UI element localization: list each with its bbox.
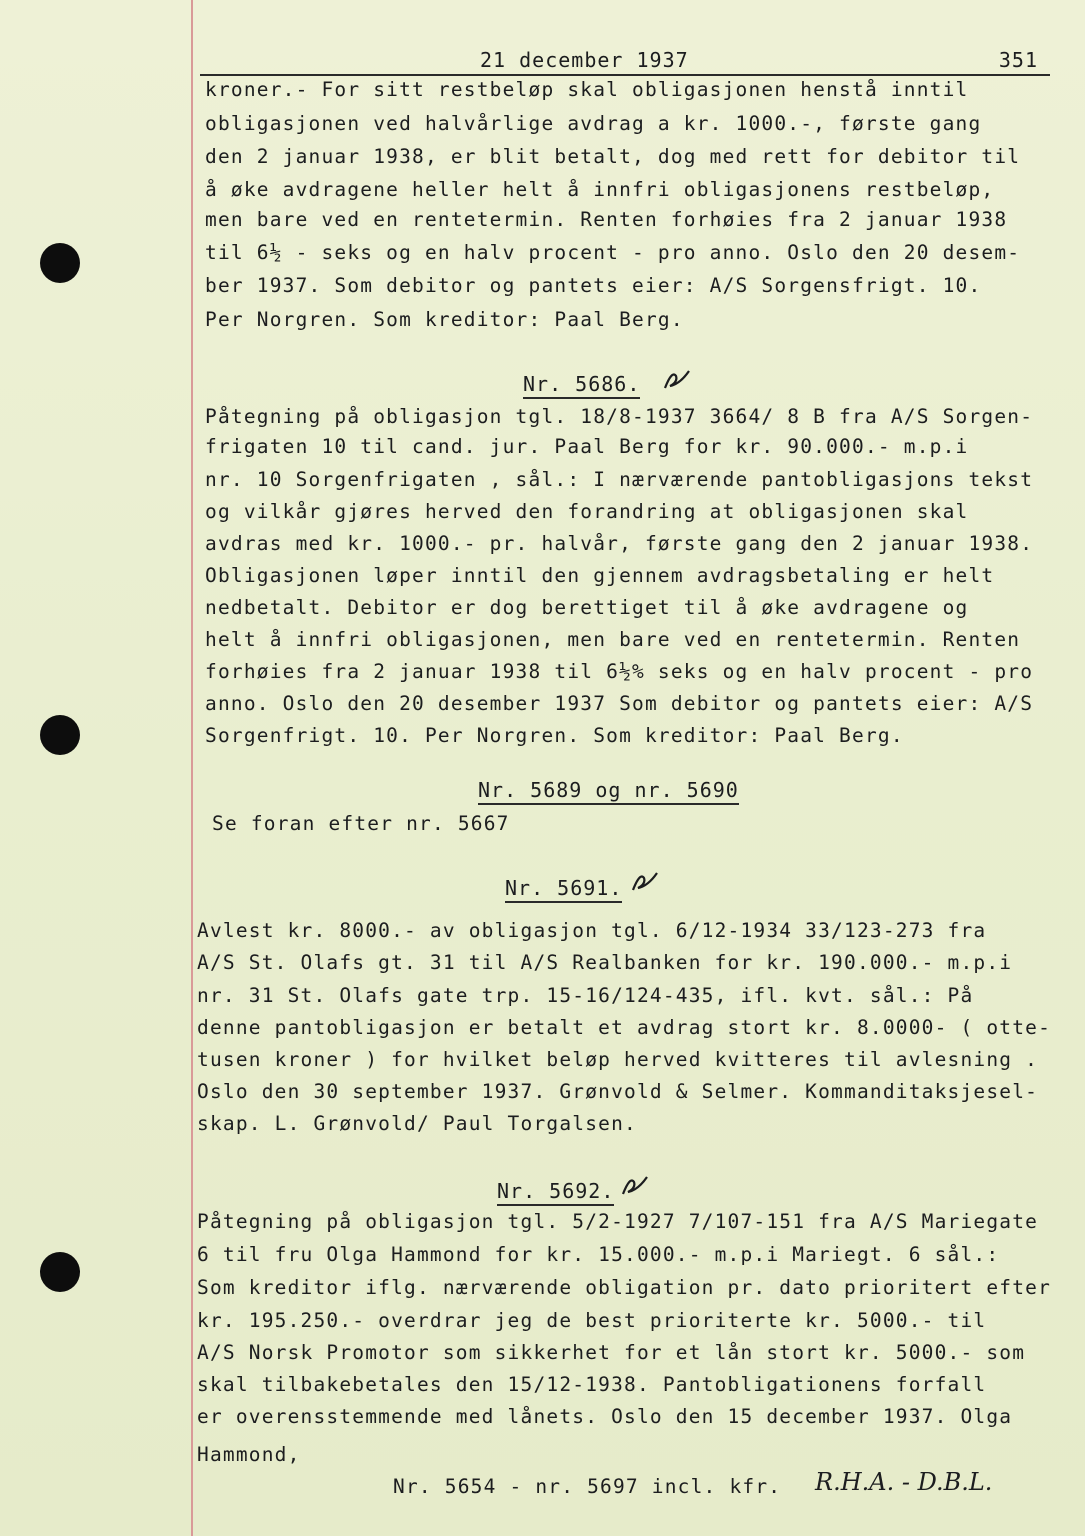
- entry-heading: Nr. 5689 og nr. 5690: [478, 778, 739, 802]
- text-line: Påtegning på obligasjon tgl. 5/2-1927 7/107-151 fra A/S Mariegate: [197, 1210, 1039, 1233]
- page-number: 351: [998, 48, 1038, 72]
- text-line: å øke avdragene heller helt å innfri obligasjonens restbeløp,: [205, 178, 995, 201]
- text-line: Påtegning på obligasjon tgl. 18/8-1937 3664/ 8 B fra A/S Sorgen-: [205, 405, 1034, 428]
- text-line: men bare ved en rentetermin. Renten forhøies fra 2 januar 1938: [205, 208, 1008, 231]
- text-line: Som kreditor iflg. nærværende obligation pr. dato prioritert efter: [197, 1276, 1052, 1299]
- text-line: og vilkår gjøres herved den forandring at obligasjonen skal: [205, 500, 969, 523]
- text-line: er overensstemmende med lånets. Oslo den 15 december 1937. Olga: [197, 1405, 1013, 1428]
- text-line: Avlest kr. 8000.- av obligasjon tgl. 6/12-1934 33/123-273 fra: [197, 919, 987, 942]
- page-header: [200, 44, 1050, 76]
- punch-hole: [40, 715, 80, 755]
- text-line: ber 1937. Som debitor og pantets eier: A/S Sorgensfrigt. 10.: [205, 274, 982, 297]
- text-line: Obligasjonen løper inntil den gjennem avdragsbetaling er helt: [205, 564, 995, 587]
- punch-hole: [40, 243, 80, 283]
- text-line: denne pantobligasjon er betalt et avdrag stort kr. 8.0000- ( otte-: [197, 1016, 1052, 1039]
- text-line: Oslo den 30 september 1937. Grønvold & Selmer. Kommanditaksjesel-: [197, 1080, 1039, 1103]
- handwritten-signature: R.H.A. - D.B.L.: [815, 1468, 993, 1496]
- text-line: Se foran efter nr. 5667: [212, 812, 510, 835]
- text-line: nedbetalt. Debitor er dog berettiget til å øke avdragene og: [205, 596, 969, 619]
- initials-mark: [630, 868, 660, 896]
- text-line: helt å innfri obligasjonen, men bare ved en rentetermin. Renten: [205, 628, 1021, 651]
- margin-rule: [191, 0, 193, 1536]
- entry-heading: Nr. 5686.: [523, 372, 640, 396]
- initials-mark: [620, 1172, 650, 1200]
- text-line: Per Norgren. Som kreditor: Paal Berg.: [205, 308, 684, 331]
- entry-heading: Nr. 5692.: [497, 1179, 614, 1203]
- text-line: nr. 31 St. Olafs gate trp. 15-16/124-435, ifl. kvt. sål.: På: [197, 984, 974, 1007]
- text-line: skal tilbakebetales den 15/12-1938. Pantobligationens forfall: [197, 1373, 987, 1396]
- text-line: 6 til fru Olga Hammond for kr. 15.000.- m.p.i Mariegt. 6 sål.:: [197, 1243, 1000, 1266]
- text-line: forhøies fra 2 januar 1938 til 6½% seks og en halv procent - pro: [205, 660, 1034, 683]
- text-line: kr. 195.250.- overdrar jeg de best prioriterte kr. 5000.- til: [197, 1309, 987, 1332]
- text-line: til 6½ - seks og en halv procent - pro anno. Oslo den 20 desem-: [205, 241, 1021, 264]
- text-line: tusen kroner ) for hvilket beløp herved kvitteres til avlesning .: [197, 1048, 1039, 1071]
- initials-mark: [662, 366, 692, 394]
- punch-hole: [40, 1252, 80, 1292]
- text-line: Hammond,: [197, 1443, 301, 1466]
- text-line: frigaten 10 til cand. jur. Paal Berg for kr. 90.000.- m.p.i: [205, 435, 969, 458]
- text-line: obligasjonen ved halvårlige avdrag a kr. 1000.-, første gang: [205, 112, 982, 135]
- text-line: Sorgenfrigt. 10. Per Norgren. Som kreditor: Paal Berg.: [205, 724, 904, 747]
- header-date: 21 december 1937: [480, 48, 689, 72]
- text-line: kroner.- For sitt restbeløp skal obligasjonen henstå inntil: [205, 78, 969, 101]
- footer-reference: Nr. 5654 - nr. 5697 incl. kfr.: [393, 1475, 782, 1498]
- text-line: A/S St. Olafs gt. 31 til A/S Realbanken for kr. 190.000.- m.p.i: [197, 951, 1013, 974]
- text-line: avdras med kr. 1000.- pr. halvår, første gang den 2 januar 1938.: [205, 532, 1034, 555]
- text-line: skap. L. Grønvold/ Paul Torgalsen.: [197, 1112, 637, 1135]
- text-line: nr. 10 Sorgenfrigaten , sål.: I nærværende pantobligasjons tekst: [205, 468, 1034, 491]
- text-line: den 2 januar 1938, er blit betalt, dog med rett for debitor til: [205, 145, 1021, 168]
- text-line: anno. Oslo den 20 desember 1937 Som debitor og pantets eier: A/S: [205, 692, 1034, 715]
- entry-heading: Nr. 5691.: [505, 876, 622, 900]
- text-line: A/S Norsk Promotor som sikkerhet for et lån stort kr. 5000.- som: [197, 1341, 1026, 1364]
